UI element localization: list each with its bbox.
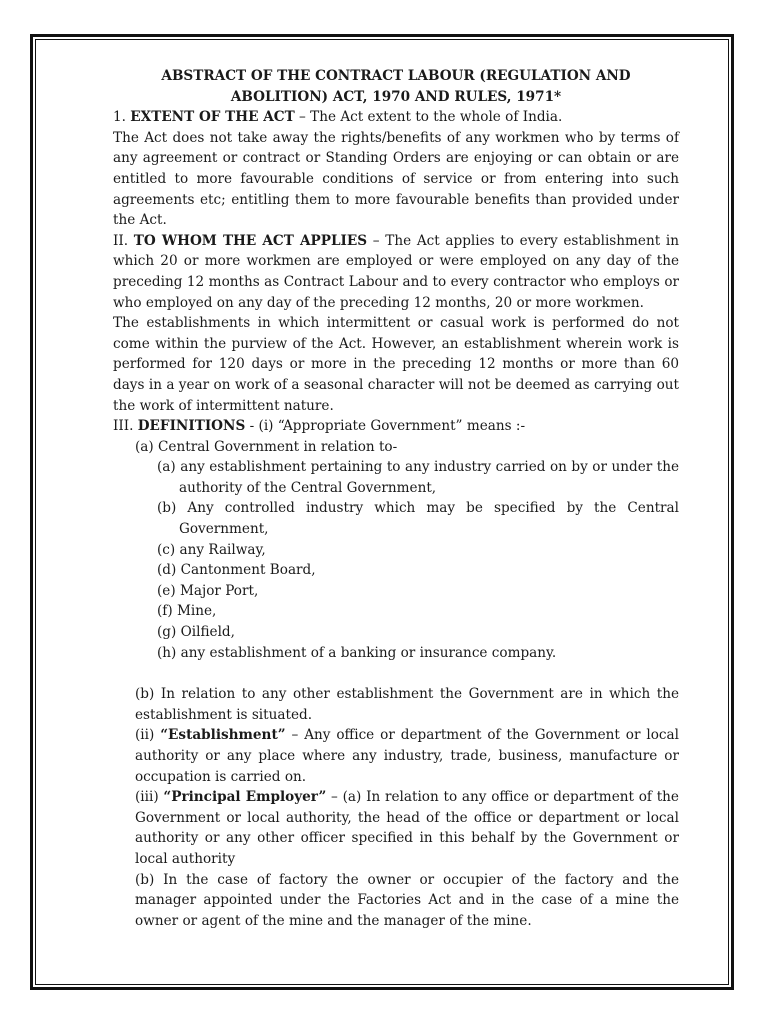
section-1-heading-line xyxy=(113,107,679,128)
list-item: (a) any establishment pertaining to any industry carried on by or under the authority of the Central Government, xyxy=(157,459,679,496)
establishment-heading: “Establishment” xyxy=(160,727,286,744)
section-3-heading-line xyxy=(113,416,679,437)
principal-employer-factory-clause: (b) In the case of factory the owner or occupier of the factory and the manager appointed under the Factories Act and in the case of a mine the owner or agent of the mine and the manager of the mine. xyxy=(135,871,679,929)
section-2-heading: TO WHOM THE ACT APPLIES xyxy=(133,232,368,249)
central-government-clause: (a) Central Government in relation to- xyxy=(135,438,398,455)
section-2-paragraph: The establishments in which intermittent or casual work is performed do not come within the purview of the Act. However, an establishment wherein work is performed for 120 days or more in the preceding 12 months or more than 60 days in a year on work of a seasonal character will not be deemed as carrying out the work of intermittent nature. xyxy=(113,315,679,414)
section-2-text: – The Act applies to every establishment in which 20 or more workmen are employed or were employed on any day of the preceding 12 months as Contract Labour and to every contractor who employs or who employed on any day of the preceding 12 months, 20 or more workmen. xyxy=(113,232,679,311)
list-item: (f) Mine, xyxy=(157,603,217,620)
other-establishment-clause: (b) In relation to any other establishment the Government are in which the establishment is situated. xyxy=(135,686,679,723)
title-line-1: ABSTRACT OF THE CONTRACT LABOUR (REGULATION AND xyxy=(161,68,631,84)
title-line-2: ABOLITION) ACT, 1970 AND RULES, 1971* xyxy=(230,88,562,105)
section-2-heading-line xyxy=(113,231,679,313)
section-3-heading: DEFINITIONS xyxy=(137,418,246,435)
principal-employer-text: – (a) In relation to any office or department of the Government or local authority, the head of the office or department or local authority or any other officer specified in this behalf by the Government or local authority xyxy=(135,789,679,867)
section-3-text: - (i) “Appropriate Government” means :- xyxy=(245,418,526,435)
central-government-list xyxy=(157,457,679,663)
principal-employer-heading: “Principal Employer” xyxy=(163,789,327,806)
list-item: (h) any establishment of a banking or insurance company. xyxy=(157,644,557,661)
section-2-number: II. xyxy=(113,232,134,249)
principal-employer-number: (iii) xyxy=(135,789,164,806)
section-1-paragraph: The Act does not take away the rights/benefits of any workmen who by terms of any agreement or contract or Standing Orders are enjoying or can obtain or are entitled to more favourable conditions of service or from entering into such agreements etc; entitling them to more favourable benefits than provided under the Act. xyxy=(113,129,679,229)
principal-employer-definition xyxy=(135,787,679,869)
document-title xyxy=(113,66,679,107)
list-item: (e) Major Port, xyxy=(157,582,259,599)
list-item: (c) any Railway, xyxy=(157,541,266,558)
document-body xyxy=(113,66,679,931)
establishment-number: (ii) xyxy=(135,727,161,744)
establishment-definition xyxy=(135,725,679,787)
list-item: (b) Any controlled industry which may be specified by the Central Government, xyxy=(157,500,679,538)
spacer xyxy=(113,663,679,684)
section-1-number: 1. xyxy=(113,109,131,126)
section-1-heading: EXTENT OF THE ACT xyxy=(130,109,295,126)
list-item: (d) Cantonment Board, xyxy=(157,562,316,579)
establishment-text: – Any office or department of the Government or local authority or any place where any industry, trade, business, manufacture or occupation is carried on. xyxy=(135,727,679,785)
list-item: (g) Oilfield, xyxy=(157,624,235,641)
section-1-text: – The Act extent to the whole of India. xyxy=(294,109,563,126)
section-3-number: III. xyxy=(113,418,138,435)
